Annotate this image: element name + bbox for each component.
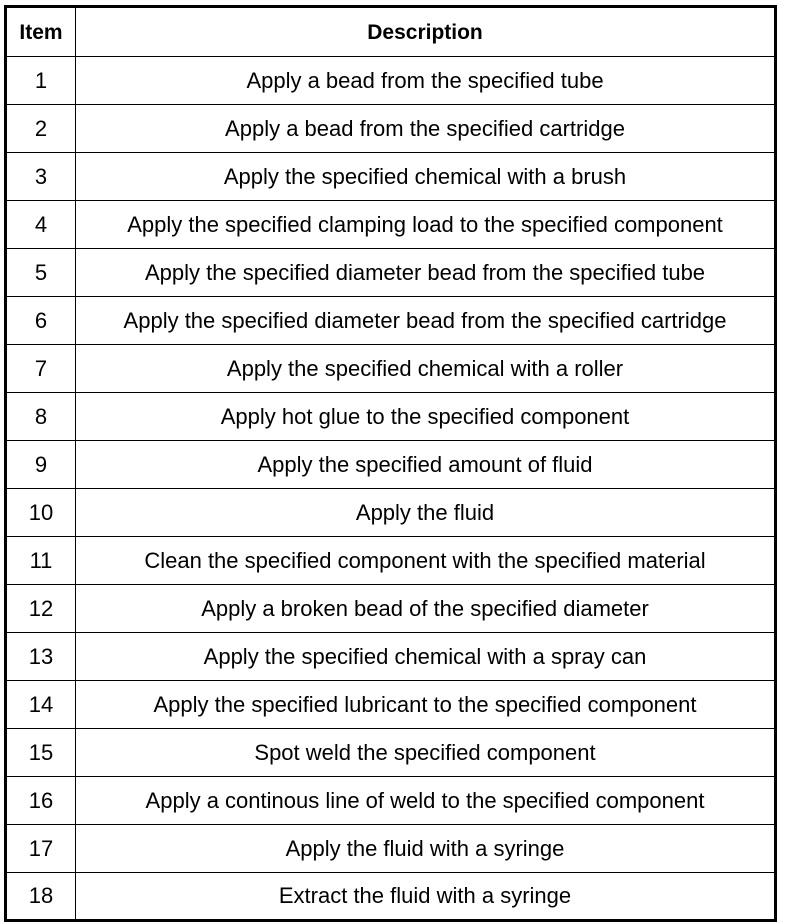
table-row <box>6 777 776 825</box>
table-row <box>6 585 776 633</box>
item-description-table <box>4 5 777 922</box>
item-description: Apply hot glue to the specified component <box>76 393 776 441</box>
item-description: Apply the specified chemical with a brush <box>76 153 776 201</box>
item-number: 7 <box>6 345 76 393</box>
item-number: 9 <box>6 441 76 489</box>
item-description: Spot weld the specified component <box>76 729 776 777</box>
table-row <box>6 681 776 729</box>
item-number: 1 <box>6 57 76 105</box>
item-description: Apply a bead from the specified tube <box>76 57 776 105</box>
item-number: 16 <box>6 777 76 825</box>
table-row <box>6 537 776 585</box>
table-row <box>6 441 776 489</box>
item-description: Apply the specified diameter bead from the specified tube <box>76 249 776 297</box>
item-number: 6 <box>6 297 76 345</box>
item-number: 12 <box>6 585 76 633</box>
item-number: 17 <box>6 825 76 873</box>
item-number: 11 <box>6 537 76 585</box>
item-description: Apply the fluid with a syringe <box>76 825 776 873</box>
item-number: 18 <box>6 873 76 921</box>
item-number: 14 <box>6 681 76 729</box>
item-number: 5 <box>6 249 76 297</box>
item-description: Extract the fluid with a syringe <box>76 873 776 921</box>
table-row <box>6 825 776 873</box>
item-description: Clean the specified component with the specified material <box>76 537 776 585</box>
table-row <box>6 297 776 345</box>
item-number: 2 <box>6 105 76 153</box>
table-row <box>6 489 776 537</box>
item-number: 15 <box>6 729 76 777</box>
description-column-header: Description <box>76 7 776 57</box>
item-number: 3 <box>6 153 76 201</box>
item-column-header: Item <box>6 7 76 57</box>
table-row <box>6 393 776 441</box>
item-description: Apply a bead from the specified cartridge <box>76 105 776 153</box>
table-header-row <box>6 7 776 57</box>
item-number: 10 <box>6 489 76 537</box>
table-row <box>6 873 776 921</box>
item-description: Apply a continous line of weld to the specified component <box>76 777 776 825</box>
item-number: 13 <box>6 633 76 681</box>
item-description: Apply the specified lubricant to the specified component <box>76 681 776 729</box>
item-description: Apply the specified amount of fluid <box>76 441 776 489</box>
table-row <box>6 57 776 105</box>
item-number: 4 <box>6 201 76 249</box>
table-row <box>6 249 776 297</box>
table-row <box>6 201 776 249</box>
item-description: Apply the fluid <box>76 489 776 537</box>
item-description: Apply the specified chemical with a roller <box>76 345 776 393</box>
table-row <box>6 105 776 153</box>
item-number: 8 <box>6 393 76 441</box>
table-row <box>6 633 776 681</box>
item-description: Apply the specified diameter bead from the specified cartridge <box>76 297 776 345</box>
table-row <box>6 153 776 201</box>
table-row <box>6 345 776 393</box>
item-description: Apply a broken bead of the specified diameter <box>76 585 776 633</box>
table-row <box>6 729 776 777</box>
item-description: Apply the specified chemical with a spray can <box>76 633 776 681</box>
item-description: Apply the specified clamping load to the specified component <box>76 201 776 249</box>
